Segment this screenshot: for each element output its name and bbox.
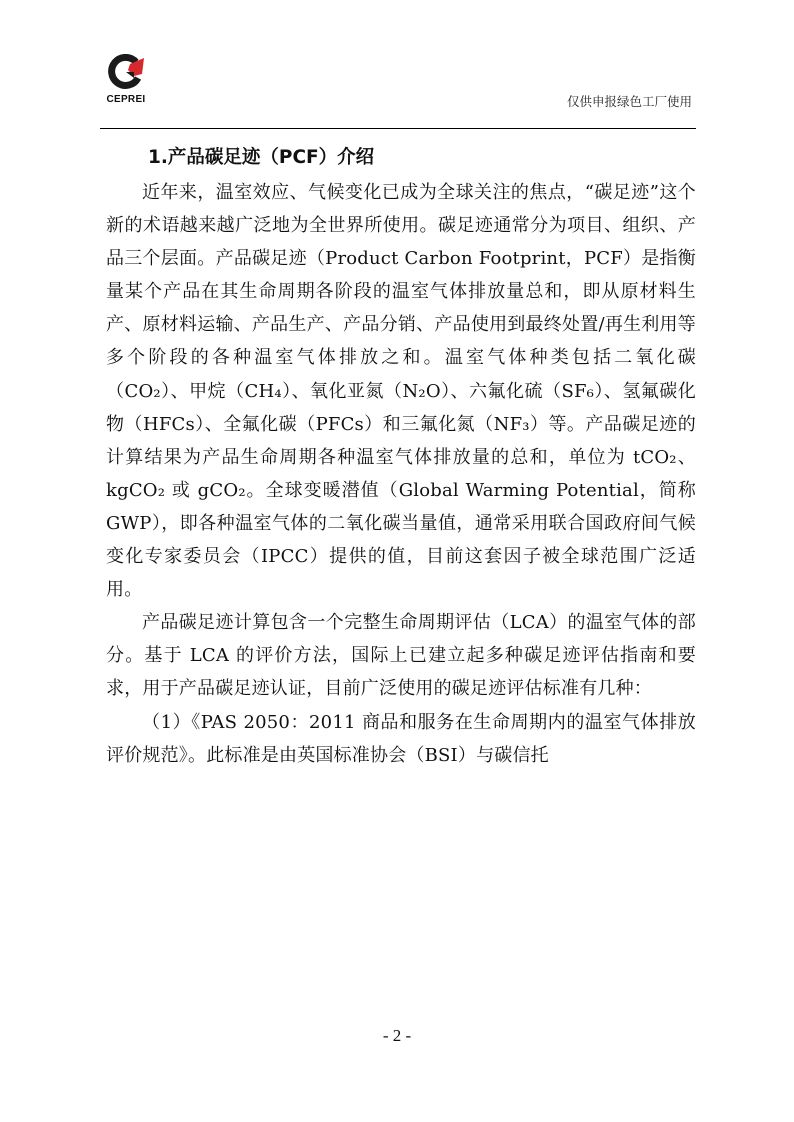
page-number: - 2 - [382, 1026, 412, 1045]
page-header [100, 52, 696, 129]
main-content [106, 140, 696, 772]
paragraph-lca: 产品碳足迹计算包含一个完整生命周期评估（LCA）的温室气体的部分。基于 LCA 的评价方法，国际上已建立起多种碳足迹评估指南和要求，用于产品碳足迹认证，目前广泛使用的碳足迹评估标准有几种： [106, 612, 696, 700]
ceprei-logo [100, 54, 152, 110]
ceprei-logo-icon [104, 54, 148, 90]
paragraph-pas2050: （1）《PAS 2050：2011 商品和服务在生命周期内的温室气体排放评价规范》。此标准是由英国标准协会（BSI）与碳信托 [106, 711, 696, 766]
header-note: 仅供申报绿色工厂使用 [566, 94, 692, 109]
section-heading: 1.产品碳足迹（PCF）介绍 [148, 147, 375, 168]
paragraph-pcf-definition: 近年来，温室效应、气候变化已成为全球关注的焦点，“碳足迹”这个新的术语越来越广泛地为全世界所使用。碳足迹通常分为项目、组织、产品三个层面。产品碳足迹（Product Carbon Footprint，PCF）是指衡量某个产品在其生命周期各阶段的温室气体排放量总和，即从原材料生产、原材料运输、产品生产、产品分销、产品使用到最终处置/再生利用等多个阶段的各种温室气体排放之和。温室气体种类包括二氧化碳（CO₂）、甲烷（CH₄）、氧化亚氮（N₂O）、六氟化硫（SF₆）、氢氟碳化物（HFCs）、全氟化碳（PFCs）和三氟化氮（NF₃）等。产品碳足迹的计算结果为产品生命周期各种温室气体排放量的总和，单位为 tCO₂、kgCO₂ 或 gCO₂。全球变暖潜值（Global Warming Potential，简称 GWP），即各种温室气体的二氧化碳当量值，通常采用联合国政府间气候变化专家委员会（IPCC）提供的值，目前这套因子被全球范围广泛适用。 [106, 182, 696, 601]
logo-text: CEPREI [106, 94, 146, 105]
